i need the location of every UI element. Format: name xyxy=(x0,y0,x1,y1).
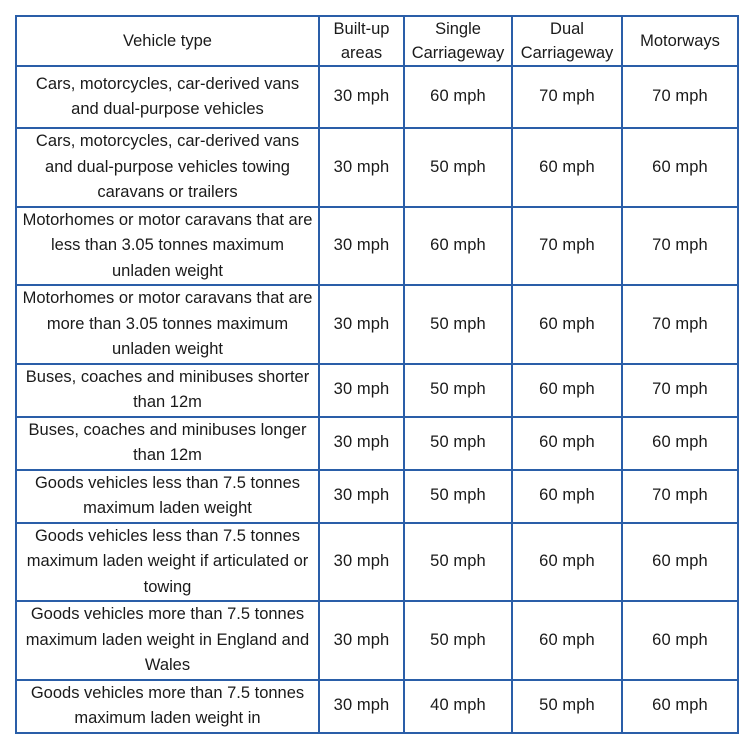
vehicle-type-cell: Goods vehicles more than 7.5 tonnes maximum laden weight in England and Wales xyxy=(16,601,319,680)
dual-carriageway-limit-cell: 70 mph xyxy=(512,207,622,286)
motorways-limit-cell: 60 mph xyxy=(622,601,738,680)
motorways-limit-cell: 60 mph xyxy=(622,417,738,470)
table-row xyxy=(16,66,738,128)
header-built-up-areas: Built-up areas xyxy=(319,16,404,66)
table-row xyxy=(16,417,738,470)
motorways-limit-cell: 70 mph xyxy=(622,66,738,128)
dual-carriageway-limit-cell: 70 mph xyxy=(512,66,622,128)
table-row xyxy=(16,523,738,602)
header-vehicle-type: Vehicle type xyxy=(16,16,319,66)
table-row xyxy=(16,207,738,286)
built-up-limit-cell: 30 mph xyxy=(319,417,404,470)
vehicle-type-cell: Cars, motorcycles, car-derived vans and dual-purpose vehicles xyxy=(16,66,319,128)
vehicle-type-cell: Goods vehicles more than 7.5 tonnes maximum laden weight in xyxy=(16,680,319,733)
single-carriageway-limit-cell: 40 mph xyxy=(404,680,512,733)
vehicle-type-cell: Motorhomes or motor caravans that are more than 3.05 tonnes maximum unladen weight xyxy=(16,285,319,364)
single-carriageway-limit-cell: 60 mph xyxy=(404,207,512,286)
single-carriageway-limit-cell: 50 mph xyxy=(404,128,512,207)
table-row xyxy=(16,680,738,733)
vehicle-type-cell: Cars, motorcycles, car-derived vans and dual-purpose vehicles towing caravans or trailers xyxy=(16,128,319,207)
dual-carriageway-limit-cell: 60 mph xyxy=(512,523,622,602)
header-single-carriageway: Single Carriageway xyxy=(404,16,512,66)
built-up-limit-cell: 30 mph xyxy=(319,128,404,207)
motorways-limit-cell: 70 mph xyxy=(622,207,738,286)
table-row xyxy=(16,285,738,364)
vehicle-type-cell: Buses, coaches and minibuses shorter than 12m xyxy=(16,364,319,417)
single-carriageway-limit-cell: 50 mph xyxy=(404,417,512,470)
motorways-limit-cell: 70 mph xyxy=(622,364,738,417)
vehicle-type-cell: Goods vehicles less than 7.5 tonnes maximum laden weight if articulated or towing xyxy=(16,523,319,602)
single-carriageway-limit-cell: 50 mph xyxy=(404,601,512,680)
motorways-limit-cell: 60 mph xyxy=(622,128,738,207)
dual-carriageway-limit-cell: 60 mph xyxy=(512,364,622,417)
single-carriageway-limit-cell: 60 mph xyxy=(404,66,512,128)
table-row xyxy=(16,364,738,417)
built-up-limit-cell: 30 mph xyxy=(319,680,404,733)
built-up-limit-cell: 30 mph xyxy=(319,285,404,364)
built-up-limit-cell: 30 mph xyxy=(319,364,404,417)
speed-limits-table xyxy=(15,15,739,734)
table-row xyxy=(16,601,738,680)
single-carriageway-limit-cell: 50 mph xyxy=(404,285,512,364)
motorways-limit-cell: 70 mph xyxy=(622,470,738,523)
vehicle-type-cell: Goods vehicles less than 7.5 tonnes maximum laden weight xyxy=(16,470,319,523)
single-carriageway-limit-cell: 50 mph xyxy=(404,364,512,417)
header-dual-carriageway: Dual Carriageway xyxy=(512,16,622,66)
dual-carriageway-limit-cell: 60 mph xyxy=(512,417,622,470)
table-row xyxy=(16,128,738,207)
motorways-limit-cell: 60 mph xyxy=(622,680,738,733)
dual-carriageway-limit-cell: 60 mph xyxy=(512,128,622,207)
dual-carriageway-limit-cell: 60 mph xyxy=(512,470,622,523)
dual-carriageway-limit-cell: 60 mph xyxy=(512,285,622,364)
built-up-limit-cell: 30 mph xyxy=(319,207,404,286)
table-row xyxy=(16,470,738,523)
built-up-limit-cell: 30 mph xyxy=(319,523,404,602)
single-carriageway-limit-cell: 50 mph xyxy=(404,470,512,523)
motorways-limit-cell: 70 mph xyxy=(622,285,738,364)
motorways-limit-cell: 60 mph xyxy=(622,523,738,602)
built-up-limit-cell: 30 mph xyxy=(319,66,404,128)
built-up-limit-cell: 30 mph xyxy=(319,601,404,680)
vehicle-type-cell: Buses, coaches and minibuses longer than 12m xyxy=(16,417,319,470)
header-motorways: Motorways xyxy=(622,16,738,66)
single-carriageway-limit-cell: 50 mph xyxy=(404,523,512,602)
dual-carriageway-limit-cell: 50 mph xyxy=(512,680,622,733)
vehicle-type-cell: Motorhomes or motor caravans that are less than 3.05 tonnes maximum unladen weight xyxy=(16,207,319,286)
built-up-limit-cell: 30 mph xyxy=(319,470,404,523)
dual-carriageway-limit-cell: 60 mph xyxy=(512,601,622,680)
header-row xyxy=(16,16,738,66)
